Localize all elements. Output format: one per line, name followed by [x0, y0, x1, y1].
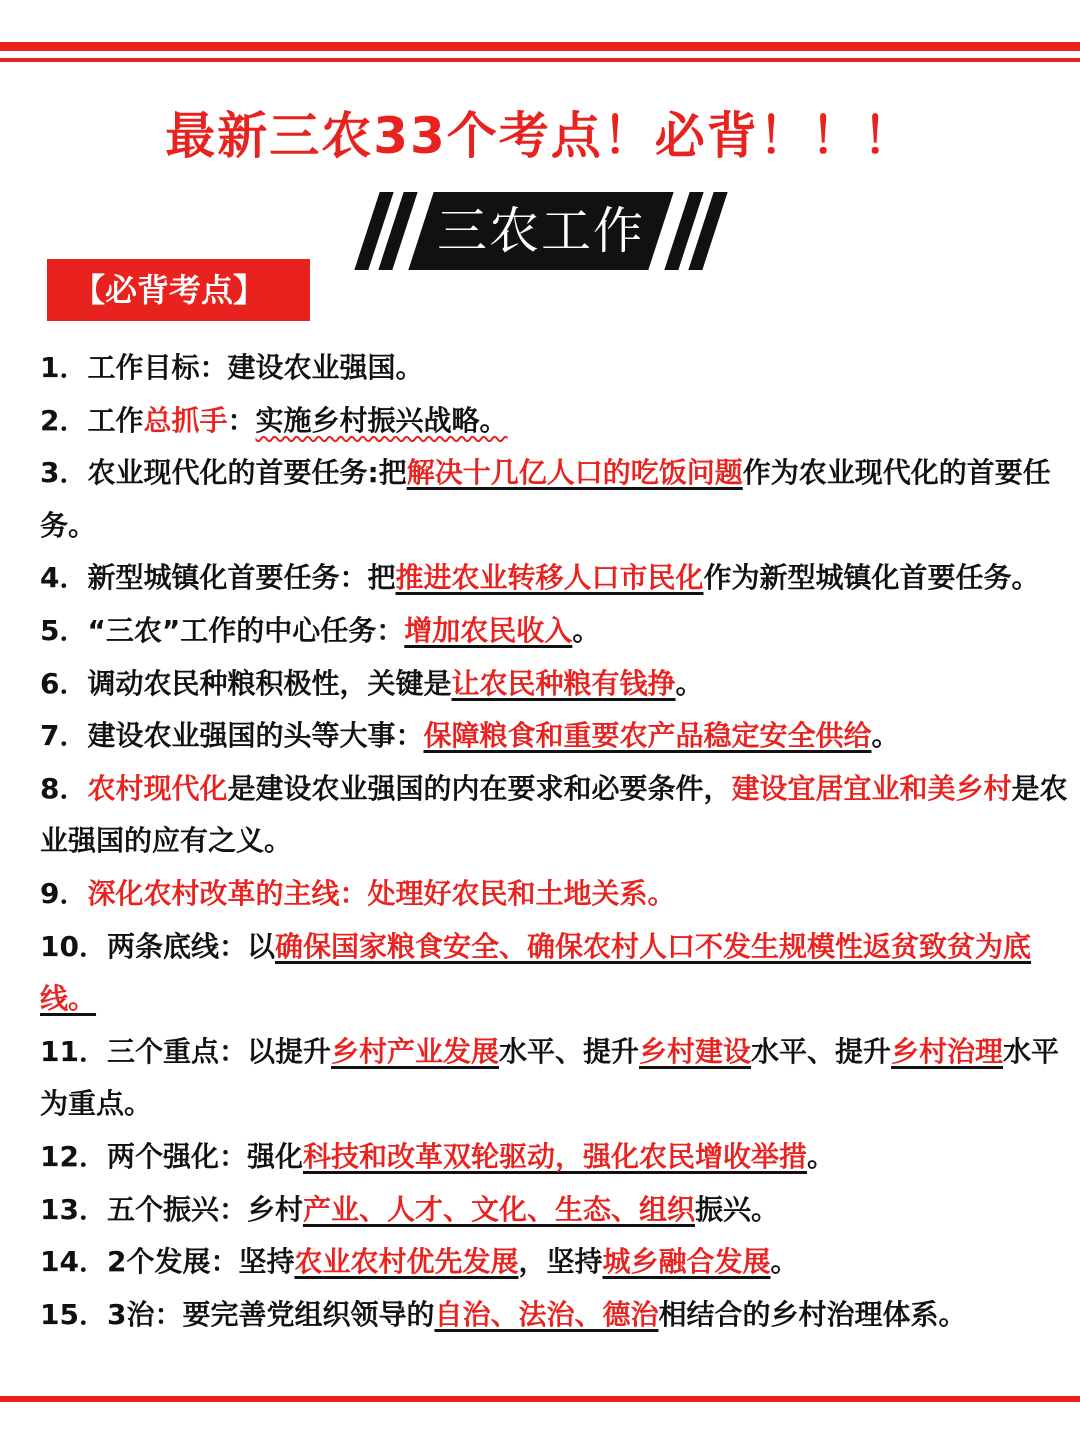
- highlighted-text: 确保国家粮食安全、确保农村人口不发生规模性返贫致贫为底线。: [40, 929, 1031, 1016]
- list-item: [40, 710, 1080, 763]
- highlighted-text: 自治、法治、德治: [434, 1297, 659, 1331]
- item-text: 15．3治：要完善党组织领导的: [40, 1297, 435, 1331]
- item-text: 13．五个振兴：乡村: [40, 1192, 303, 1226]
- list-item: [40, 1184, 1080, 1237]
- item-text: 振兴。: [694, 1192, 779, 1226]
- item-text: 8．: [40, 771, 88, 805]
- highlighted-text: 推进农业转移人口市民化: [395, 561, 704, 595]
- item-text: ：: [227, 403, 256, 437]
- highlighted-text: 乡村产业发展: [330, 1034, 499, 1068]
- item-text: 是农业强国的应有之义。: [40, 771, 1068, 858]
- list-item: [40, 395, 1080, 448]
- highlighted-text: 让农民种粮有钱挣: [451, 666, 676, 700]
- item-text: 。: [871, 719, 900, 753]
- highlighted-text: 建设宜居宜业和美乡村: [731, 771, 1012, 805]
- item-text: 水平为重点。: [40, 1034, 1060, 1121]
- list-item: [40, 552, 1080, 605]
- list-item: [40, 342, 1080, 395]
- item-text: 作为农业现代化的首要任务。: [40, 456, 1051, 542]
- list-item: [40, 1026, 1080, 1131]
- item-text: 相结合的乡村治理体系。: [658, 1297, 967, 1331]
- key-points-list: [40, 342, 1080, 1341]
- item-text: 。: [675, 666, 704, 700]
- highlighted-text: 科技和改革双轮驱动，强化农民增收举措: [302, 1139, 807, 1173]
- highlighted-text: 深化农村改革的主线：处理好农民和土地关系。: [87, 876, 676, 910]
- list-item: [40, 447, 1080, 552]
- list-item: [40, 658, 1080, 711]
- item-text: 12．两个强化：强化: [40, 1139, 303, 1173]
- highlighted-text: 农村现代化: [87, 771, 228, 805]
- list-item: [40, 868, 1080, 921]
- highlighted-text: 解决十几亿人口的吃饭问题: [406, 456, 743, 490]
- list-item: [40, 921, 1080, 1026]
- item-text: 水平、提升: [751, 1034, 892, 1068]
- item-text: 14．2个发展：坚持: [40, 1245, 295, 1279]
- list-item: [40, 605, 1080, 658]
- highlighted-text: 农业农村优先发展: [294, 1245, 519, 1279]
- page-title: 最新三农33个考点！必背！！！: [165, 107, 915, 165]
- item-text: 。: [770, 1245, 799, 1279]
- key-points-tag: 【必背考点】: [47, 259, 310, 321]
- item-text: 作为新型城镇化首要任务。: [703, 561, 1040, 595]
- item-text: 水平、提升: [498, 1034, 639, 1068]
- banner-label: 三农工作: [437, 202, 645, 260]
- highlighted-text: 乡村建设: [639, 1034, 752, 1068]
- item-text: 4．新型城镇化首要任务：把: [40, 561, 396, 595]
- top-rule-thick: [0, 42, 1080, 51]
- item-text: 3．农业现代化的首要任务:把: [40, 456, 407, 490]
- item-text: 2．工作: [40, 403, 144, 437]
- top-rule-thin: [0, 58, 1080, 62]
- item-text: 10．两条底线：以: [40, 929, 275, 963]
- highlighted-text: 乡村治理: [891, 1034, 1004, 1068]
- highlighted-text: 城乡融合发展: [602, 1245, 771, 1279]
- highlighted-text: 产业、人才、文化、生态、组织: [302, 1192, 695, 1226]
- list-item: [40, 1131, 1080, 1184]
- item-text: ，坚持: [518, 1245, 603, 1279]
- section-banner: [365, 192, 717, 270]
- item-text: 。: [806, 1139, 835, 1173]
- list-item: [40, 763, 1080, 868]
- item-text: 1．工作目标：建设农业强国。: [40, 351, 424, 384]
- item-text: 是建设农业强国的内在要求和必要条件，: [227, 771, 732, 805]
- item-text: 5．“三农”工作的中心任务：: [40, 613, 405, 647]
- item-text: 。: [572, 613, 601, 647]
- highlighted-text: 总抓手: [143, 403, 228, 437]
- item-text: 9．: [40, 876, 88, 910]
- list-item: [40, 1289, 1080, 1342]
- highlighted-text: 实施乡村振兴战略。: [255, 403, 508, 437]
- item-text: 11．三个重点：以提升: [40, 1034, 331, 1068]
- item-text: 6．调动农民种粮积极性，关键是: [40, 666, 452, 700]
- item-text: 7．建设农业强国的头等大事：: [40, 719, 424, 753]
- highlighted-text: 增加农民收入: [404, 613, 573, 647]
- highlighted-text: 保障粮食和重要农产品稳定安全供给: [423, 719, 872, 753]
- list-item: [40, 1236, 1080, 1289]
- bottom-rule: [0, 1396, 1080, 1402]
